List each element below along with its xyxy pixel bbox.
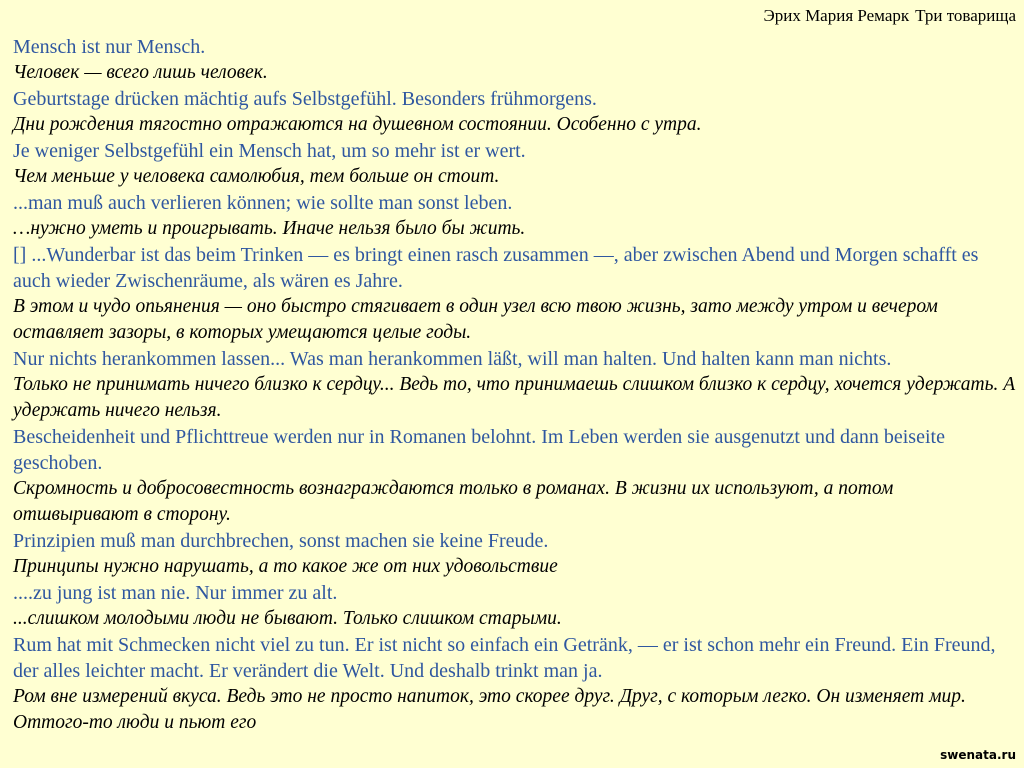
quote-german: ...man muß auch verlieren können; wie sollte man sonst leben. — [13, 192, 513, 214]
page-header — [764, 6, 1017, 26]
quote-russian: Принципы нужно нарушать, а то какое же от них удовольствие — [13, 556, 558, 577]
quote-russian: В этом и чудо опьянения — оно быстро стягивает в один узел всю твою жизнь, зато между утром и вечером оставляет зазоры, в которых умещаются целые годы. — [13, 296, 938, 343]
quote-russian: …нужно уметь и проигрывать. Иначе нельзя было бы жить. — [13, 218, 526, 239]
quote-german: ....zu jung ist man nie. Nur immer zu alt. — [13, 582, 338, 604]
quote-russian: Дни рождения тягостно отражаются на душевном состоянии. Особенно с утра. — [13, 114, 702, 135]
quote-german: Bescheidenheit und Pflichttreue werden nur in Romanen belohnt. Im Leben werden sie ausgenutzt und dann beiseite geschoben. — [13, 426, 945, 474]
author-name: Эрих Мария Ремарк — [763, 6, 910, 25]
quote-russian: Чем меньше у человека самолюбия, тем больше он стоит. — [13, 166, 500, 187]
quote-german: Mensch ist nur Mensch. — [13, 36, 206, 58]
site-watermark: swenata.ru — [940, 748, 1016, 762]
quote-russian: Ром вне измерений вкуса. Ведь это не просто напиток, это скорее друг. Друг, с которым легко. Он изменяет мир. Оттого-то люди и пьют его — [13, 686, 966, 733]
quote-german: Geburtstage drücken mächtig aufs Selbstgefühl. Besonders frühmorgens. — [13, 88, 597, 110]
quote-german: Je weniger Selbstgefühl ein Mensch hat, um so mehr ist er wert. — [13, 140, 526, 162]
quote-german: [] ...Wunderbar ist das beim Trinken — es bringt einen rasch zusammen —, aber zwischen Abend und Morgen schafft es auch wieder Zwischenräume, als wären es Jahre. — [13, 244, 979, 292]
quote-russian: Скромность и добросовестность вознаграждаются только в романах. В жизни их используют, а потом отшвыривают в сторону. — [13, 478, 894, 525]
quote-german: Prinzipien muß man durchbrechen, sonst machen sie keine Freude. — [13, 530, 549, 552]
quote-russian: Человек — всего лишь человек. — [13, 62, 268, 83]
quote-russian: ...слишком молодыми люди не бывают. Только слишком старыми. — [13, 608, 562, 629]
book-title: Три товарища — [915, 6, 1016, 25]
quote-german: Nur nichts herankommen lassen... Was man herankommen läßt, will man halten. Und halten kann man nichts. — [13, 348, 892, 370]
quote-german: Rum hat mit Schmecken nicht viel zu tun. Er ist nicht so einfach ein Getränk, — er ist schon mehr ein Freund. Ein Freund, der alles leichter macht. Er verändert die Welt. Und deshalb trinkt man ja. — [13, 634, 996, 682]
quotes-list — [13, 34, 1020, 736]
quote-russian: Только не принимать ничего близко к сердцу... Ведь то, что принимаешь слишком близко к сердцу, хочется удержать. А удержать ничего нельзя. — [13, 374, 1016, 421]
